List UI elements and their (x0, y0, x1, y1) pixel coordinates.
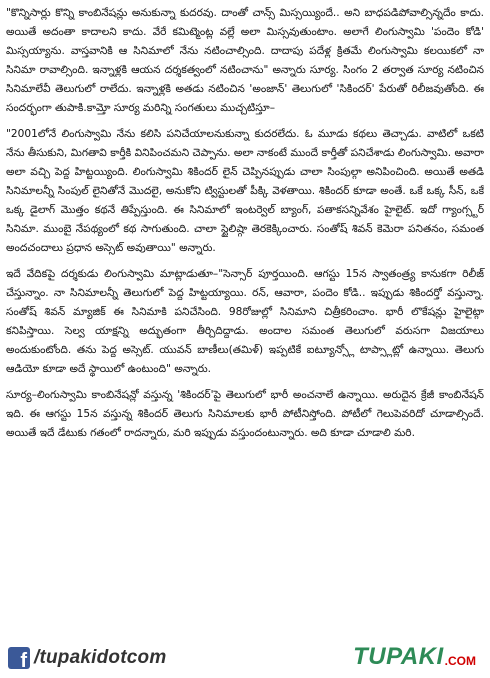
tupaki-logo-wordmark: TUPAKI (353, 643, 444, 670)
article-paragraph-surya-quote: "2001లోనే లింగుస్వామి నేను కలిసి పనిచేయాలనుకున్నా కుదరలేదు. ఓ మూడు కథలు తెచ్చాడు. వాటిలో ఒకటి నేను తీసుకుని, మిగతావి కార్తీకి వినిపించమని చెప్పాను. అలా నాకంటే ముందే కార్తీతో పనిచేశాడు లింగుస్వామి. అవారా అలా వచ్చి పెద్ద హిట్టయ్యింది. లింగుస్వామి శికిందర్ లైన్ చెప్పినప్పుడు చాలా సింపుల్గా అనిపించింది. అయితే అతడి సినిమాలన్నీ సింపుల్ లైనితోనే మొదలై, అనుకోని ట్విస్టులతో పీక్కి వెళతాయి. శికిందర్ కూడా అంతే. ఒకే ఒక్క సీన్, ఒకే ఒక్క డైలాగ్ మొత్తం కథనే తిప్పేస్తుంది. ఈ సినిమాలో ఇంటర్వెల్ బ్యాంగ్, పతాకసన్నివేశం హైలైట్. ఇదో గ్యాంగ్స్టర్ సినిమా. ముంబై నేపథ్యంలో కథ సాగుతుంది. చాలా స్టైలిష్గా తెరకెక్కించారు. సంతోష్ శివన్ కెమెరా పనితనం, సమంత అందచందాలు ప్రధాన అస్సెట్ అవుతాయి" అన్నారు. (6, 128, 484, 254)
article-paragraph-director-quote: ఇదే వేదికపై దర్శకుడు లింగుస్వామి మాట్లాడుతూ–"సెన్సార్ పూర్తయింది. ఆగస్టు 15న స్వాతంత్ర్య కానుకగా రిలీజ్ చేస్తున్నాం. నా సినిమాలన్నీ తెలుగులో పెద్ద హిట్టయ్యాయి. రన్, ఆవారా, పందెం కోడి.. ఇప్పుడు శికిందర్తో వస్తున్నా. సంతోష్ శివన్ మ్యాజిక్ ఈ సినిమాకి పనిచేసింది. 98రోజుల్లో సినిమాని చిత్రీకరించాం. భారీ లొకేషన్లు హైలైట్గా కనిపిస్తాయి. సెల్వ యాక్షన్ని అద్భుతంగా తీర్చిదిద్దాడు. అందాల సమంత తెలుగులో వరుసగా విజయాలు అందుకుంటోంది. తను పెద్ద అస్సెట్. యువన్ బాణీలు(తమిళ్) ఇప్పటికే ఐట్యూన్స్లో టాప్స్లాట్లో ఉన్నాయి. తెలుగు ఆడియో కూడా అదే స్థాయిలో ఉంటుంది" అన్నారు. (6, 268, 484, 375)
article-paragraph-conclusion: సూర్య–లింగుస్వామి కాంబినేషన్లో వస్తున్న 'శికిందర్'పై తెలుగులో భారీ అంచనాలే ఉన్నాయి. అరుదైన క్రేజీ కాంబినేషన్ ఇది. ఈ ఆగస్టు 15న వస్తున్న శికిందర్ తెలుగు సినిమాలకు భారీ పోటీనిస్తోంది. పోటీలో గెలుపెవరిదో చూడాల్సిందే. అయితే ఇదే డేటుకు గతంలో రాదన్నారు, మరి ఇప్పుడు వస్తుందంటున్నారు. అది కూడా చూడాలి మరి. (6, 389, 484, 439)
facebook-icon (8, 647, 30, 669)
page-footer (0, 636, 490, 678)
tupaki-logo-suffix: .COM (444, 654, 476, 668)
facebook-page-link[interactable] (8, 645, 166, 671)
article-paragraph-intro: "కొన్నిసార్లు కొన్ని కాంబినేషన్లు అనుకున్నా కుదరవు. దాంతో చాన్స్ మిస్సయ్యిందే.. అని బాధపడిపోవాల్సిన్నదేం కాదు. అయితే అదంతా కాదాలని కాదు. వేరే కమిట్మెంట్ల వల్లే అలా మిస్సవుతుంటాం. అలాగే లింగుస్వామి 'పందెం కోడి' మిస్సయ్యాను. వాస్తవానికి ఆ సినిమాలో నేను నటించాల్సింది. దాదాపు పదేళ్ల క్రితమే లింగుస్వామి కలయికలో నా సినిమా రావాల్సింది. ఇన్నాళ్లకి ఆయన దర్శకత్వంలో నటించాను" అన్నారు సూర్య. సింగం 2 తర్వాత సూర్య నటించిన సినిమాలేవీ తెలుగులో రాలేదు. ఇన్నాళ్లకి అతడు నటించిన 'అంజాన్' తెలుగులో 'సికిందర్' పేరుతో రిలీజవుతోంది. ఈ సందర్భంగా తుపాకి.కామ్తో సూర్య మరిన్ని సంగతులు ముచ్చటిస్తూ– (6, 7, 484, 114)
article-body (6, 4, 484, 443)
paragraph-spacer (6, 379, 484, 386)
paragraph-spacer (6, 258, 484, 265)
facebook-handle: /tupakidotcom (34, 647, 167, 668)
facebook-icon-glyph: f (20, 650, 27, 669)
paragraph-spacer (6, 118, 484, 125)
tupaki-logo[interactable] (353, 644, 476, 670)
